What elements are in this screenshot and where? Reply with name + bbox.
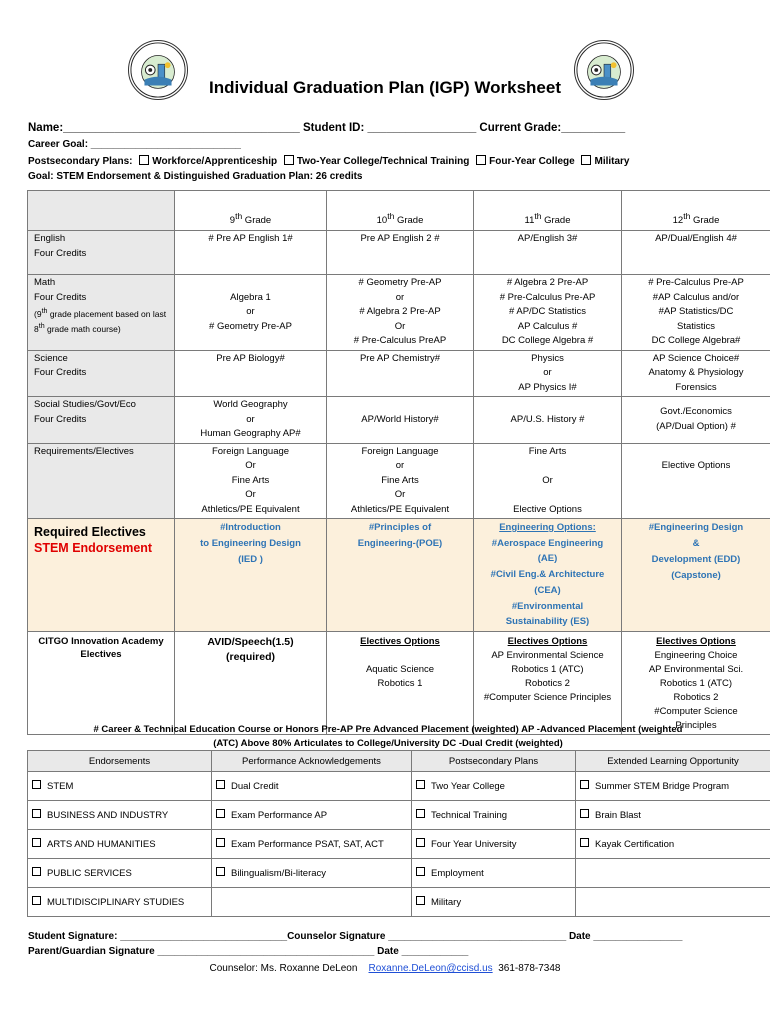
table-row xyxy=(28,631,770,734)
checkbox-item[interactable]: STEM xyxy=(28,772,212,801)
table-row xyxy=(28,772,770,801)
checkbox-item[interactable]: BUSINESS AND INDUSTRY xyxy=(28,801,212,830)
course-cell: AP/U.S. History # xyxy=(474,397,622,444)
course-cell: # Pre-Calculus Pre-AP #AP Calculus and/or #AP Statistics/DC Statistics DC College Algebra# xyxy=(622,275,770,351)
counselor-email-link[interactable]: Roxanne.DeLeon@ccisd.us xyxy=(368,963,493,974)
course-cell: #Engineering Design & Development (EDD) (Capstone) xyxy=(622,519,770,632)
checkbox-item[interactable]: PUBLIC SERVICES xyxy=(28,859,212,888)
checkbox-item[interactable]: Military xyxy=(412,888,576,917)
table-row xyxy=(28,830,770,859)
table-row xyxy=(28,859,770,888)
course-cell: Pre AP Chemistry# xyxy=(327,350,474,397)
checkbox-two-year[interactable] xyxy=(284,155,294,165)
checkbox-item[interactable]: Employment xyxy=(412,859,576,888)
checkbox-item[interactable]: Brain Blast xyxy=(576,801,770,830)
checkbox-item[interactable]: Four Year University xyxy=(412,830,576,859)
header-postsecondary: Postsecondary Plans xyxy=(412,751,576,772)
course-legend: # Career & Technical Education Course or Honors Pre-AP Pre Advanced Placement (weighted) AP -Advanced Placement (weighted (ATC) Above 80% Articulates to College/University DC -Dual Credit (weighted) xyxy=(93,724,683,749)
option-two-year: Two-Year College/Technical Training xyxy=(296,156,470,167)
table-row xyxy=(28,397,770,444)
course-cell: AP Science Choice# Anatomy & Physiology Forensics xyxy=(622,350,770,397)
subject-english: English Four Credits xyxy=(28,231,175,275)
counselor-name: Counselor: Ms. Roxanne DeLeon xyxy=(209,963,358,974)
course-cell: Fine Arts Or Elective Options xyxy=(474,443,622,519)
subject-stem: Required Electives STEM Endorsement xyxy=(28,519,175,632)
course-cell: #Introduction to Engineering Design (IED ) xyxy=(175,519,327,632)
student-signature-line[interactable]: Student Signature: ______________________________Counselor Signature ________________________________ Date ________________ xyxy=(28,931,683,942)
course-cell: Foreign Language Or Fine Arts Or Athletics/PE Equivalent xyxy=(175,443,327,519)
name-line[interactable]: Name:_____________________________________ Student ID: _________________ Current Grade:__________ xyxy=(28,122,626,134)
grade-9-header: 9th Grade xyxy=(175,191,327,231)
option-military: Military xyxy=(594,156,630,167)
empty-cell xyxy=(576,859,770,888)
checkbox-four-year[interactable] xyxy=(476,155,486,165)
checkbox-item[interactable]: Bilingualism/Bi-literacy xyxy=(212,859,412,888)
checkbox-military[interactable] xyxy=(581,155,591,165)
course-cell: Pre AP English 2 # xyxy=(327,231,474,275)
table-row xyxy=(28,888,770,917)
table-row xyxy=(28,350,770,397)
career-goal-line[interactable]: Career Goal: ___________________________ xyxy=(28,139,241,150)
header-endorsements: Endorsements xyxy=(28,751,212,772)
checkbox-item[interactable]: Exam Performance AP xyxy=(212,801,412,830)
course-cell: #Principles of Engineering-(POE) xyxy=(327,519,474,632)
igp-course-table xyxy=(27,190,770,735)
subject-requirements: Requirements/Electives xyxy=(28,443,175,519)
checkbox-item[interactable]: ARTS AND HUMANITIES xyxy=(28,830,212,859)
grade-12-header: 12th Grade xyxy=(622,191,770,231)
postsecondary-label: Postsecondary Plans: xyxy=(28,156,133,167)
empty-cell xyxy=(212,888,412,917)
course-cell: Pre AP Biology# xyxy=(175,350,327,397)
course-cell: Govt./Economics (AP/Dual Option) # xyxy=(622,397,770,444)
counselor-contact xyxy=(0,963,770,974)
page-title: Individual Graduation Plan (IGP) Worksheet xyxy=(208,78,561,97)
table-row xyxy=(28,275,770,351)
subject-social-studies: Social Studies/Govt/Eco Four Credits xyxy=(28,397,175,444)
header-performance: Performance Acknowledgements xyxy=(212,751,412,772)
course-cell: # Pre AP English 1# xyxy=(175,231,327,275)
checkbox-workforce[interactable] xyxy=(139,155,149,165)
grade-11-header: 11th Grade xyxy=(474,191,622,231)
postsecondary-plans xyxy=(28,155,748,167)
course-cell: AVID/Speech(1.5) (required) xyxy=(175,631,327,734)
counselor-phone: 361-878-7348 xyxy=(498,963,561,974)
course-cell: Foreign Language or Fine Arts Or Athletics/PE Equivalent xyxy=(327,443,474,519)
table-row xyxy=(28,801,770,830)
course-cell: Electives Options AP Environmental Science Robotics 1 (ATC) Robotics 2 #Computer Science Principles xyxy=(474,631,622,734)
option-workforce: Workforce/Apprenticeship xyxy=(152,156,278,167)
checkbox-item[interactable]: Two Year College xyxy=(412,772,576,801)
subject-science: Science Four Credits xyxy=(28,350,175,397)
checkbox-item[interactable]: Dual Credit xyxy=(212,772,412,801)
course-cell: Electives Options Aquatic Science Robotics 1 xyxy=(327,631,474,734)
table-row xyxy=(28,231,770,275)
checkbox-item[interactable]: MULTIDISCIPLINARY STUDIES xyxy=(28,888,212,917)
course-cell: Electives Options Engineering Choice AP Environmental Sci. Robotics 1 (ATC) Robotics 2 #Computer Science Principles xyxy=(622,631,770,734)
course-cell: # Geometry Pre-AP or # Algebra 2 Pre-AP Or # Pre-Calculus PreAP xyxy=(327,275,474,351)
table-row xyxy=(28,443,770,519)
course-cell: Engineering Options: #Aerospace Engineering (AE) #Civil Eng.& Architecture (CEA) #Environmental Sustainability (ES) xyxy=(474,519,622,632)
subject-math: Math Four Credits (9th grade placement based on last 8th grade math course) xyxy=(28,275,175,351)
table-corner xyxy=(28,191,175,231)
header-extended-learning: Extended Learning Opportunity xyxy=(576,751,770,772)
goal-line: Goal: STEM Endorsement & Distinguished Graduation Plan: 26 credits xyxy=(28,171,363,182)
course-cell: Elective Options xyxy=(622,443,770,519)
checkbox-item[interactable]: Kayak Certification xyxy=(576,830,770,859)
table-row xyxy=(28,519,770,632)
grade-10-header: 10th Grade xyxy=(327,191,474,231)
empty-cell xyxy=(576,888,770,917)
subject-citgo: CITGO Innovation Academy Electives xyxy=(28,631,175,734)
course-cell: # Algebra 2 Pre-AP # Pre-Calculus Pre-AP # AP/DC Statistics AP Calculus # DC College Algebra # xyxy=(474,275,622,351)
parent-signature-line[interactable]: Parent/Guardian Signature _______________________________________ Date ____________ xyxy=(28,946,469,957)
course-cell: AP/World History# xyxy=(327,397,474,444)
course-cell: Physics or AP Physics I# xyxy=(474,350,622,397)
option-four-year: Four-Year College xyxy=(489,156,575,167)
course-cell: Algebra 1 or # Geometry Pre-AP xyxy=(175,275,327,351)
course-cell: AP/English 3# xyxy=(474,231,622,275)
checkbox-item[interactable]: Technical Training xyxy=(412,801,576,830)
endorsements-table xyxy=(27,750,770,917)
course-cell: World Geography or Human Geography AP# xyxy=(175,397,327,444)
checkbox-item[interactable]: Summer STEM Bridge Program xyxy=(576,772,770,801)
course-cell: AP/Dual/English 4# xyxy=(622,231,770,275)
checkbox-item[interactable]: Exam Performance PSAT, SAT, ACT xyxy=(212,830,412,859)
